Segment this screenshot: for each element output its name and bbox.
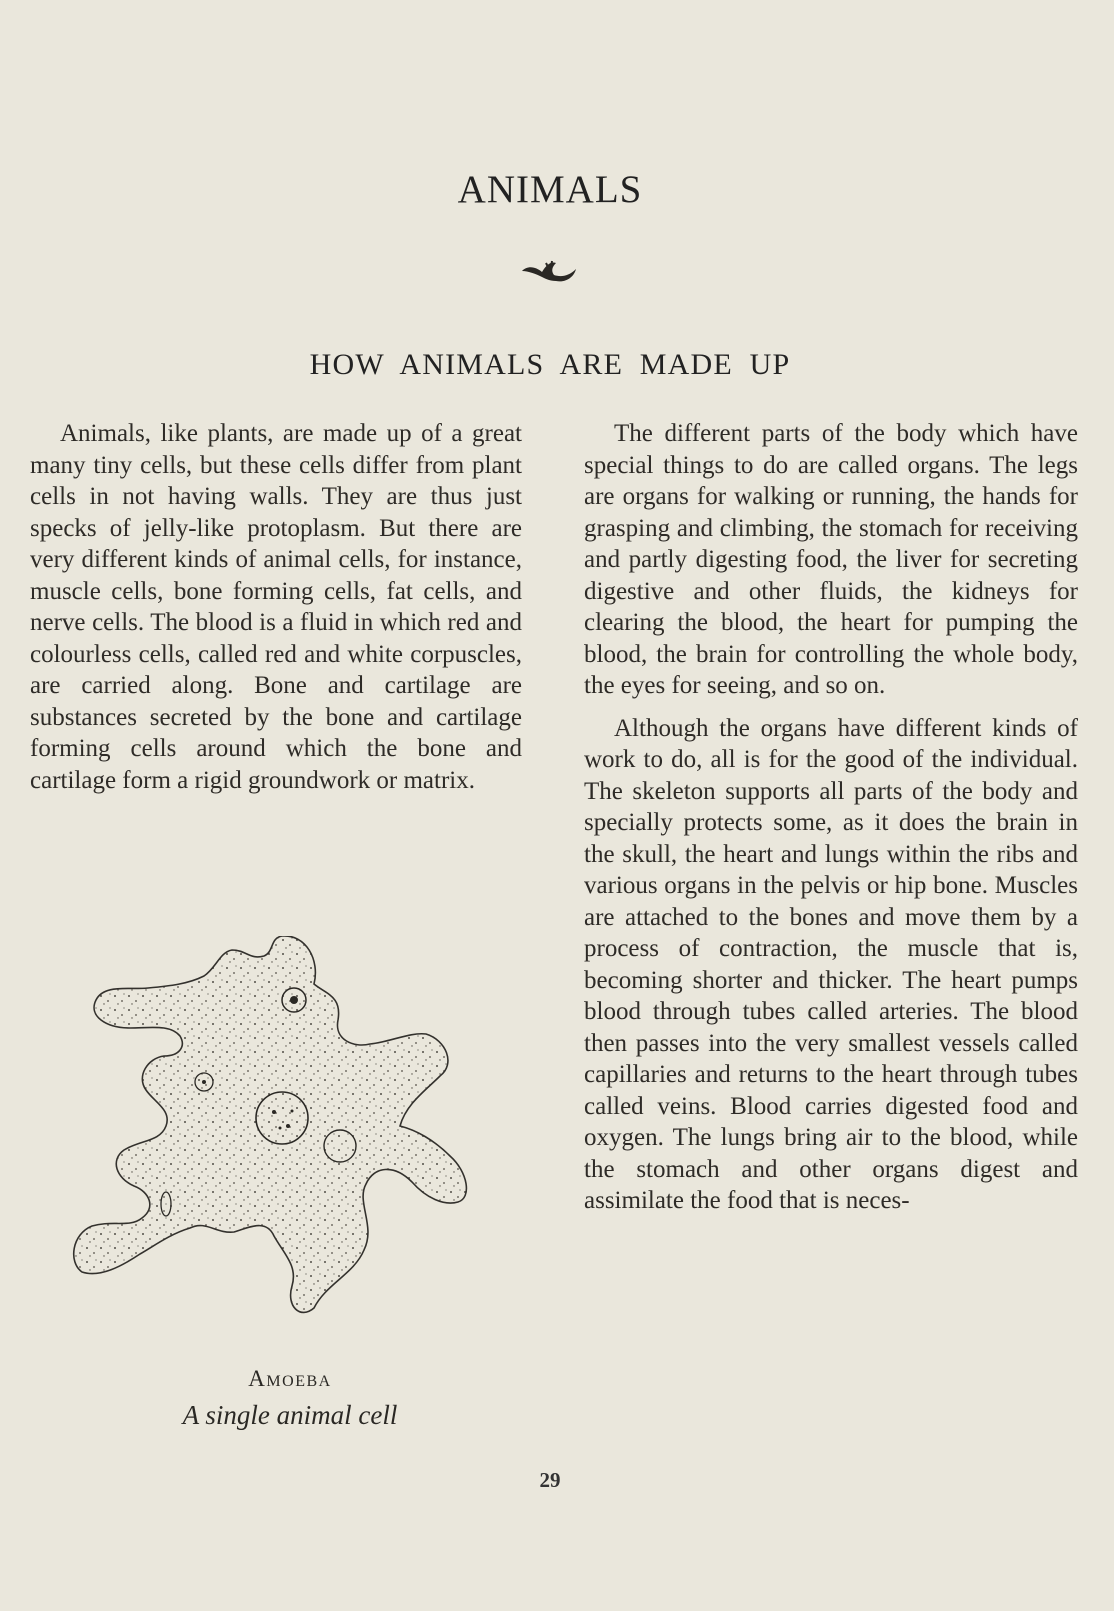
page-number: 29	[539, 1468, 561, 1492]
right-paragraph-2: Although the organs have different kinds of work to do, all is for the good of the individual. The skeleton supports all parts of the body and specially protects some, as it does the brain in the skull, the heart and lungs within the ribs and various organs in the pelvis or hip bone. Muscles are attached to the bones and move them by a process of contraction, the muscle that is, becoming shorter and thicker. The heart pumps blood through tubes called arteries. The blood then passes into the very smallest vessels called capillaries and returns to the heart through tubes called veins. Blood carries digested food and oxygen. The lungs bring air to the blood, while the stomach and other organs digest and assimilate the food that is neces-	[584, 714, 1078, 1214]
section-heading: HOW ANIMALS ARE MADE UP	[309, 348, 791, 381]
right-column	[584, 418, 1078, 1217]
figure-caption-subtitle: A single animal cell	[182, 1400, 398, 1430]
right-paragraph-1: The different parts of the body which have special things to do are called organs. The legs are organs for walking or running, the hands for grasping and climbing, the stomach for receiving and partly digesting food, the liver for secreting digestive and other fluids, the kidneys for clearing the blood, the heart for pumping the blood, the brain for controlling the whole body, the eyes for seeing, and so on.	[584, 420, 1078, 699]
left-paragraph-1: Animals, like plants, are made up of a great many tiny cells, but these cells differ from plant cells in not having walls. They are thus just specks of jelly-like protoplasm. But there are very different kinds of animal cells, for instance, muscle cells, bone forming cells, fat cells, and nerve cells. The blood is a fluid in which red and colourless cells, called red and white corpuscles, are carried along. Bone and cartilage are substances secreted by the bone and cartilage forming cells around which the bone and cartilage form a rigid groundwork or matrix.	[30, 420, 522, 794]
amoeba-illustration	[70, 936, 480, 1356]
ornament-icon	[518, 257, 582, 287]
left-column	[30, 418, 522, 796]
page-title: ANIMALS	[457, 168, 643, 211]
figure-caption-title: Amoeba	[248, 1366, 332, 1391]
